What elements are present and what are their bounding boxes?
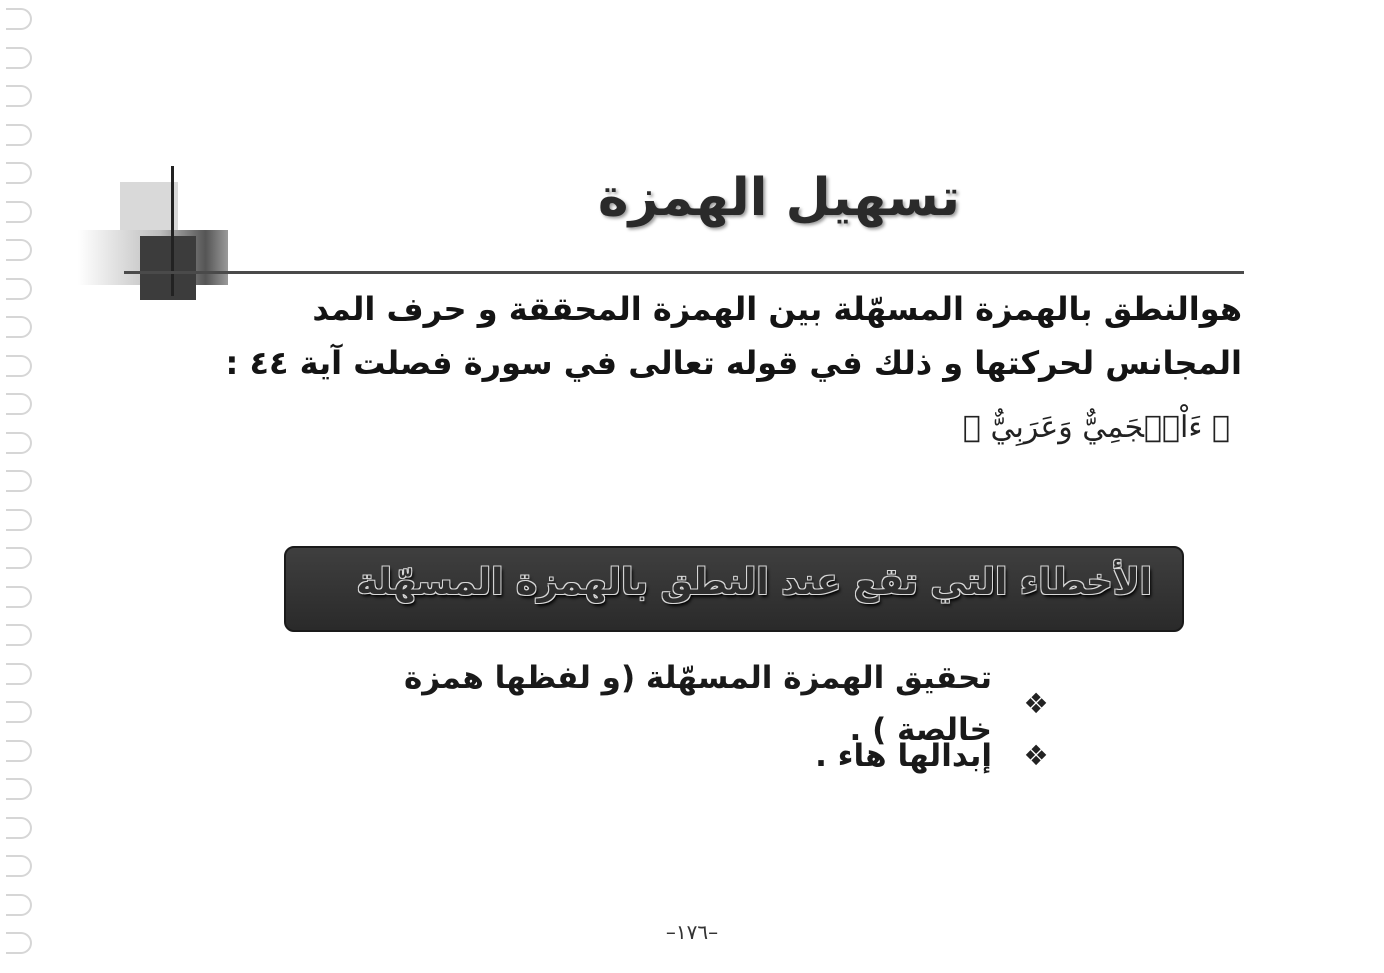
binding-ring — [6, 547, 32, 569]
binding-ring — [6, 470, 32, 492]
errors-banner-title: الأخطاء التي تقع عند النطق بالهمزة المسهّلة — [356, 562, 1152, 603]
binding-ring — [6, 624, 32, 646]
decor-vertical-line — [171, 166, 174, 296]
page-title: تسهيل الهمزة — [597, 168, 960, 228]
binding-ring — [6, 432, 32, 454]
binding-ring — [6, 740, 32, 762]
page-number: –١٧٦– — [665, 920, 719, 944]
title-underline — [124, 271, 1244, 274]
binding-ring — [6, 586, 32, 608]
list-item — [300, 660, 1080, 748]
errors-list — [300, 660, 1080, 782]
errors-banner — [284, 546, 1184, 632]
list-item-text: إبدالها هاء . — [815, 738, 992, 774]
binding-ring — [6, 894, 32, 916]
binding-ring — [6, 509, 32, 531]
binding-ring — [6, 663, 32, 685]
binding-ring — [6, 855, 32, 877]
diamond-bullet-icon: ❖ — [1023, 739, 1049, 772]
binding-ring — [6, 932, 32, 954]
decor-square-light — [120, 182, 178, 230]
list-item-text: تحقيق الهمزة المسهّلة (و لفظها همزة خالصة ) . — [403, 660, 992, 748]
definition-text: هوالنطق بالهمزة المسهّلة بين الهمزة المحققة و حرف المد المجانس لحركتها و ذلك في قوله تعالى في سورة فصلت آية ٤٤ : — [225, 290, 1242, 382]
binding-ring — [6, 393, 32, 415]
binding-ring — [6, 817, 32, 839]
binding-ring — [6, 701, 32, 723]
quran-verse: ﴿ ءَاْعۡجَمِيٌّ وَعَرَبِيٌّ ﴾ — [962, 410, 1230, 445]
diamond-bullet-icon: ❖ — [1023, 687, 1049, 720]
decorative-squares — [0, 0, 300, 320]
binding-ring — [6, 778, 32, 800]
binding-ring — [6, 355, 32, 377]
